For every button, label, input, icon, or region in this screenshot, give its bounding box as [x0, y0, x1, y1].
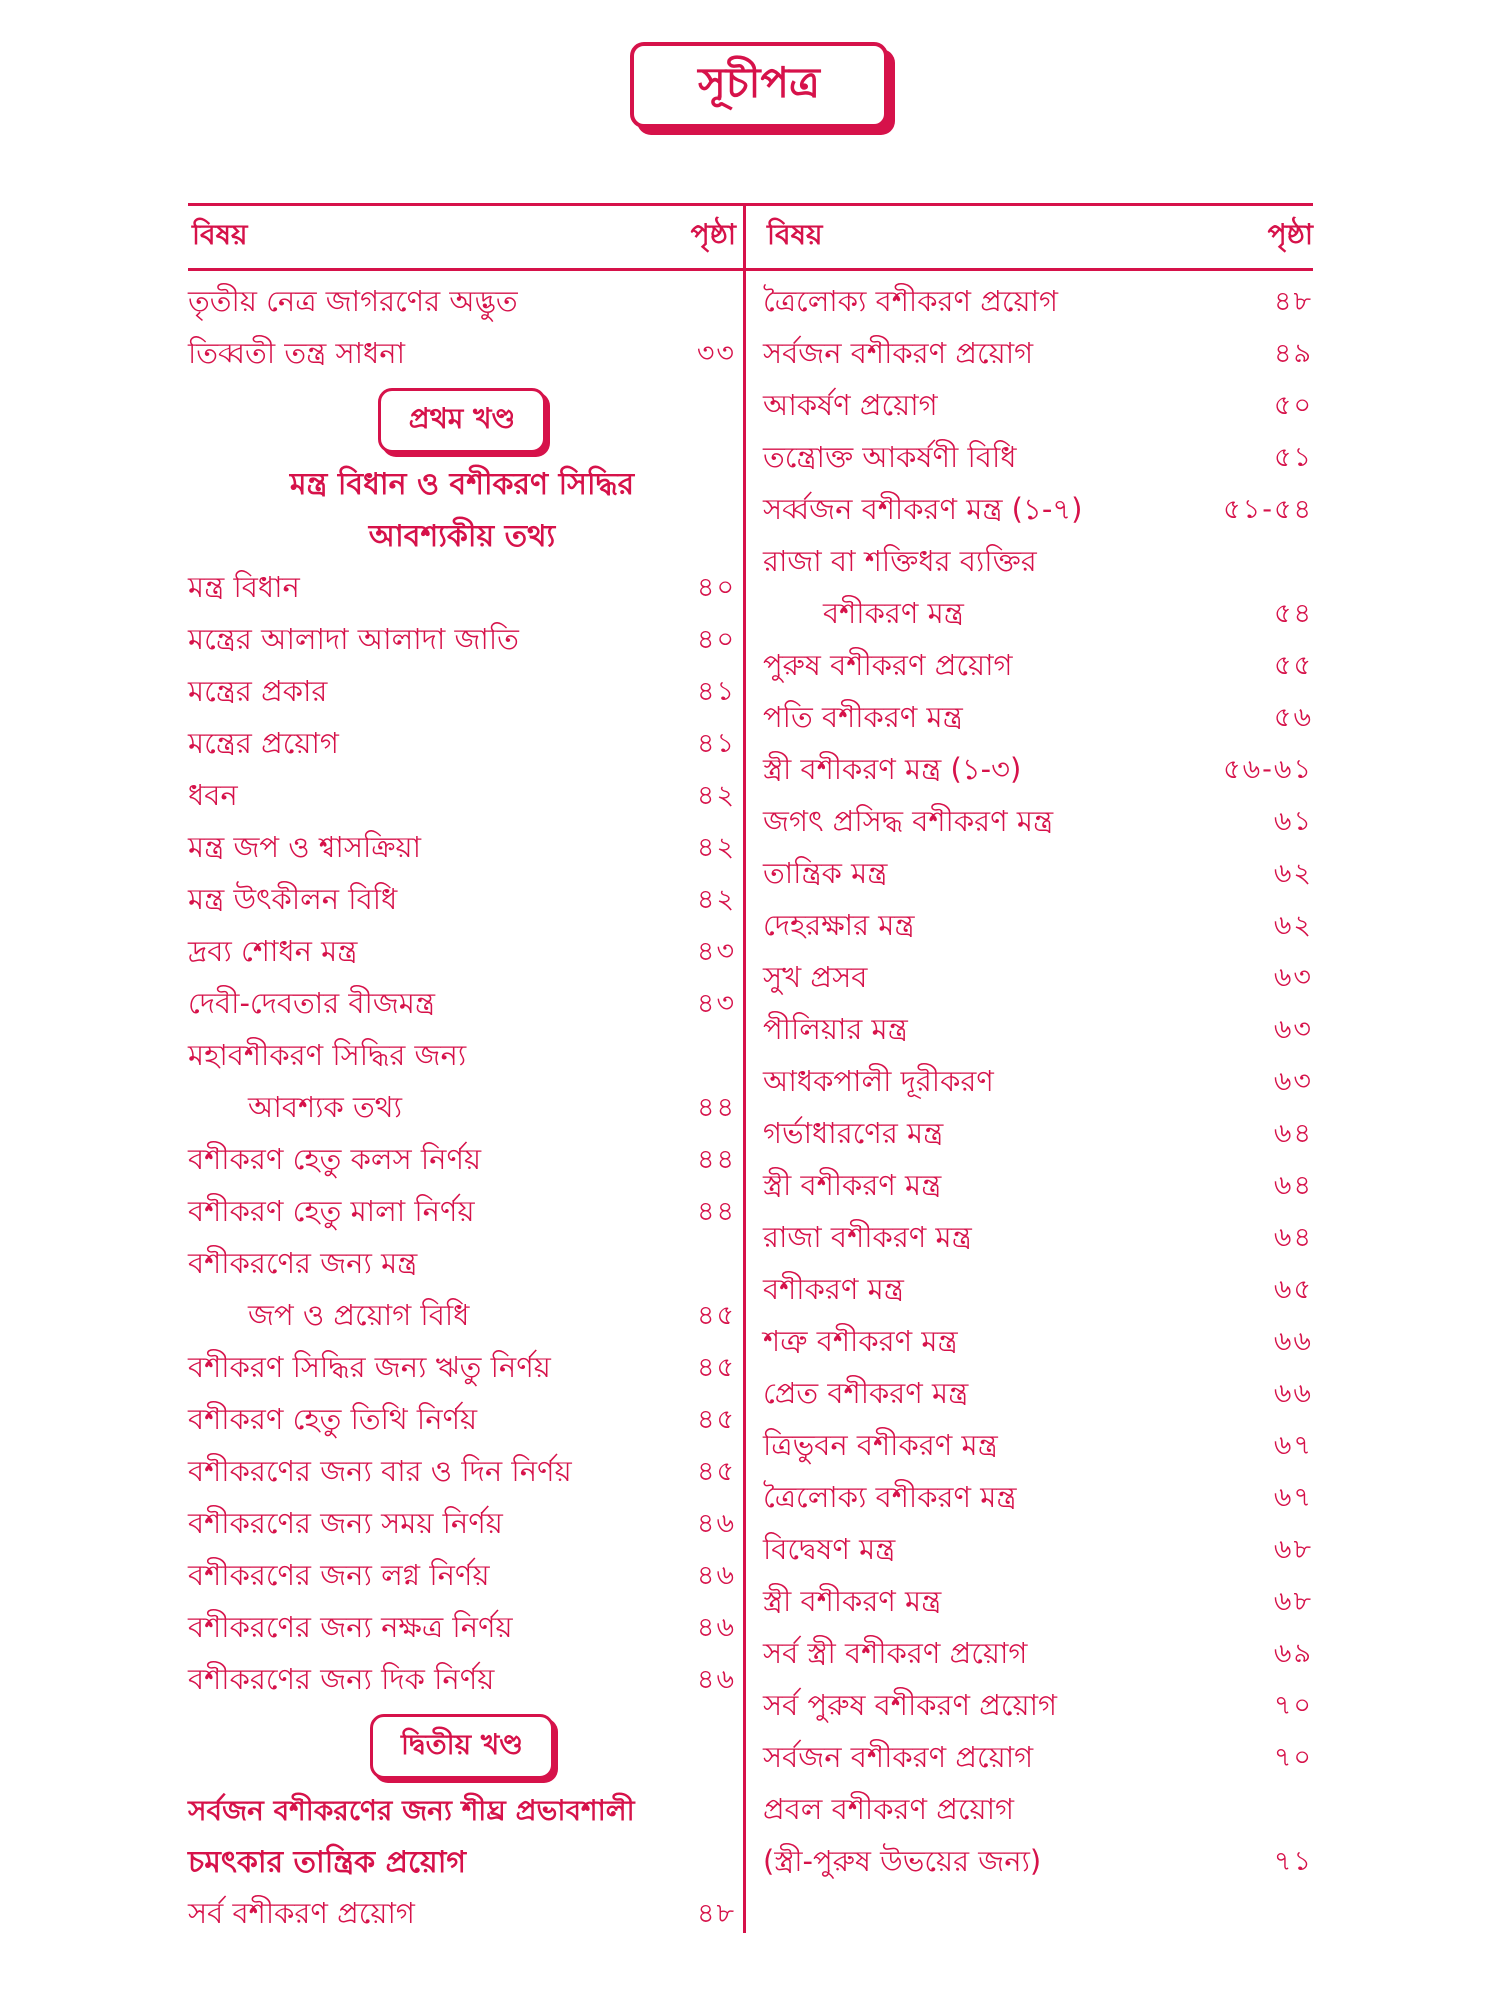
entry-page: ৬১ [1273, 805, 1313, 837]
toc-entry [763, 589, 1313, 641]
toc-entry [763, 1837, 1313, 1889]
entry-title: সর্ব বশীকরণ প্রয়োগ [188, 1895, 415, 1930]
toc-entry [188, 667, 736, 719]
entry-title: গর্ভাধারণের মন্ত্র [763, 1115, 944, 1150]
toc-entry [763, 1161, 1313, 1213]
toc-entry [763, 797, 1313, 849]
toc-entry [763, 485, 1313, 537]
entry-page: ৪২ [696, 779, 736, 811]
entry-page: ৪৬ [696, 1611, 736, 1643]
section-heading: মন্ত্র বিধান ও বশীকরণ সিদ্ধির [289, 467, 635, 502]
section-label-first: প্রথম খণ্ড [378, 388, 546, 453]
toc-entry [188, 277, 736, 329]
entry-page: ৬৬ [1273, 1325, 1313, 1357]
toc-entry [763, 1317, 1313, 1369]
entry-page: ৪০ [696, 571, 736, 603]
entry-title: বশীকরণ হেতু মালা নির্ণয় [188, 1193, 475, 1228]
entry-page: ৪৬ [696, 1663, 736, 1695]
contents-table [188, 203, 1313, 1953]
entry-title: বশীকরণের জন্য মন্ত্র [188, 1245, 418, 1280]
entry-title: আধকপালী দূরীকরণ [763, 1063, 994, 1098]
entry-page: ৬৩ [1273, 1065, 1313, 1097]
entry-title: শত্রু বশীকরণ মন্ত্র [763, 1323, 958, 1358]
entry-page: ৫৪ [1273, 597, 1313, 629]
entry-title: স্ত্রী বশীকরণ মন্ত্র (১-৩) [763, 751, 1022, 786]
entry-title: বশীকরণ হেতু তিথি নির্ণয় [188, 1401, 478, 1436]
toc-entry [763, 1369, 1313, 1421]
entry-page: ৬৮ [1273, 1585, 1313, 1617]
toc-entry [188, 1031, 736, 1083]
entry-title: দেবী-দেবতার বীজমন্ত্র [188, 985, 436, 1020]
toc-entry [763, 641, 1313, 693]
toc-entry [188, 823, 736, 875]
right-column [763, 203, 1313, 1889]
toc-entry [763, 953, 1313, 1005]
entry-title: বশীকরণের জন্য বার ও দিন নির্ণয় [188, 1453, 572, 1488]
entry-page: ৫৬-৬১ [1223, 753, 1313, 785]
entry-title: বশীকরণের জন্য নক্ষত্র নির্ণয় [188, 1609, 513, 1644]
entry-page: ৪৫ [696, 1455, 736, 1487]
entry-title: প্রেত বশীকরণ মন্ত্র [763, 1375, 969, 1410]
toc-entry [763, 1005, 1313, 1057]
entry-page: ৫৫ [1273, 649, 1313, 681]
entry-title: ধবন [188, 777, 238, 812]
entry-title: তন্ত্রোক্ত আকর্ষণী বিধি [763, 439, 1017, 474]
toc-entry [763, 1629, 1313, 1681]
entry-title: পতি বশীকরণ মন্ত্র [763, 699, 963, 734]
entry-page: ৬৭ [1273, 1481, 1313, 1513]
toc-entry [188, 875, 736, 927]
entry-title: মহাবশীকরণ সিদ্ধির জন্য [188, 1037, 467, 1072]
toc-entry [188, 1239, 736, 1291]
toc-entry [763, 537, 1313, 589]
entry-title: জগৎ প্রসিদ্ধ বশীকরণ মন্ত্র [763, 803, 1054, 838]
entry-title: তান্ত্রিক মন্ত্র [763, 855, 888, 890]
toc-entry [188, 563, 736, 615]
entry-title: সর্বজন বশীকরণ প্রয়োগ [763, 335, 1034, 370]
entry-page: ৬৮ [1273, 1533, 1313, 1565]
entry-page: ৬৪ [1273, 1117, 1313, 1149]
subject-header: বিষয় [767, 217, 823, 251]
section-heading: সর্বজন বশীকরণের জন্য শীঘ্র প্রভাবশালী [188, 1794, 635, 1827]
entry-title: দেহরক্ষার মন্ত্র [763, 907, 915, 942]
section-label-second: দ্বিতীয় খণ্ড [370, 1714, 554, 1779]
entry-page: ৩৩ [696, 337, 736, 369]
toc-entry [763, 1525, 1313, 1577]
entry-page: ৭১ [1273, 1845, 1313, 1877]
right-column-header [763, 203, 1313, 269]
entry-page: ৫১-৫৪ [1223, 493, 1313, 525]
entry-title: তিব্বতী তন্ত্র সাধনা [188, 335, 405, 370]
toc-entry [188, 771, 736, 823]
entry-title: স্ত্রী বশীকরণ মন্ত্র [763, 1583, 942, 1618]
toc-entry [188, 927, 736, 979]
entry-page: ৪২ [696, 831, 736, 863]
entry-page: ৪৪ [696, 1143, 736, 1175]
toc-entry [188, 1135, 736, 1187]
entry-title: সর্ব স্ত্রী বশীকরণ প্রয়োগ [763, 1635, 1028, 1670]
entry-title: মন্ত্রের আলাদা আলাদা জাতি [188, 621, 519, 656]
entry-title: ত্রিভুবন বশীকরণ মন্ত্র [763, 1427, 998, 1462]
entry-title: ত্রৈলোক্য বশীকরণ প্রয়োগ [763, 283, 1059, 318]
toc-entry [763, 1421, 1313, 1473]
entry-title: ত্রৈলোক্য বশীকরণ মন্ত্র [763, 1479, 1017, 1514]
entry-page: ৭০ [1273, 1741, 1313, 1773]
entry-page: ৫০ [1273, 389, 1313, 421]
section-heading: চমৎকার তান্ত্রিক প্রয়োগ [188, 1845, 467, 1880]
toc-entry [188, 1291, 736, 1343]
entry-title: মন্ত্র উৎকীলন বিধি [188, 881, 398, 916]
entry-title: সর্ব্বজন বশীকরণ মন্ত্র (১-৭) [763, 491, 1083, 526]
entry-page: ৬৩ [1273, 1013, 1313, 1045]
entry-title: মন্ত্রের প্রকার [188, 673, 328, 708]
entry-page: ৭০ [1273, 1689, 1313, 1721]
entry-page: ৪৩ [696, 987, 736, 1019]
entry-page: ৬৪ [1273, 1221, 1313, 1253]
entry-title: প্রবল বশীকরণ প্রয়োগ [763, 1791, 1015, 1826]
toc-entry [188, 1343, 736, 1395]
toc-entry [188, 979, 736, 1031]
entry-title: (স্ত্রী-পুরুষ উভয়ের জন্য) [763, 1843, 1042, 1878]
toc-entry [763, 849, 1313, 901]
entry-title: মন্ত্রের প্রয়োগ [188, 725, 339, 760]
entry-page: ৬৯ [1273, 1637, 1313, 1669]
entry-page: ৬৫ [1273, 1273, 1313, 1305]
entry-title: বশীকরণ হেতু কলস নির্ণয় [188, 1141, 482, 1176]
toc-entry [763, 1213, 1313, 1265]
entry-page: ৪৫ [696, 1299, 736, 1331]
section-heading: আবশ্যকীয় তথ্য [368, 519, 556, 554]
entry-title: বিদ্বেষণ মন্ত্র [763, 1531, 896, 1566]
toc-entry [763, 745, 1313, 797]
toc-entry [188, 1447, 736, 1499]
toc-entry [188, 1395, 736, 1447]
entry-title: বশীকরণ সিদ্ধির জন্য ঋতু নির্ণয় [188, 1349, 551, 1384]
toc-entry [763, 901, 1313, 953]
entry-title: পীলিয়ার মন্ত্র [763, 1011, 908, 1046]
entry-page: ৬৩ [1273, 961, 1313, 993]
entry-page: ৪৫ [696, 1403, 736, 1435]
entry-page: ৪৬ [696, 1507, 736, 1539]
toc-entry [763, 1733, 1313, 1785]
page-header: পৃষ্ঠা [690, 217, 736, 251]
toc-entry [763, 693, 1313, 745]
toc-entry [763, 1265, 1313, 1317]
left-column-header [188, 203, 736, 269]
entry-title: বশীকরণের জন্য লগ্ন নির্ণয় [188, 1557, 490, 1592]
entry-title: সুখ প্রসব [763, 959, 868, 994]
entry-page: ৪৫ [696, 1351, 736, 1383]
entry-page: ৬২ [1273, 857, 1313, 889]
toc-entry [188, 1551, 736, 1603]
entry-page: ৬২ [1273, 909, 1313, 941]
subject-header: বিষয় [192, 217, 248, 251]
toc-entry [188, 615, 736, 667]
page-header: পৃষ্ঠা [1267, 217, 1313, 251]
toc-entry [188, 1499, 736, 1551]
entry-page: ৪৩ [696, 935, 736, 967]
entry-page: ৪২ [696, 883, 736, 915]
entry-page: ৪৮ [696, 1897, 736, 1929]
entry-page: ৪০ [696, 623, 736, 655]
toc-entry [188, 1655, 736, 1707]
toc-entry [763, 1109, 1313, 1161]
entry-title: স্ত্রী বশীকরণ মন্ত্র [763, 1167, 942, 1202]
entry-page: ৪১ [696, 675, 736, 707]
entry-title: মন্ত্র বিধান [188, 569, 300, 604]
entry-page: ৬৭ [1273, 1429, 1313, 1461]
entry-title: রাজা বা শক্তিধর ব্যক্তির [763, 543, 1037, 578]
entry-page: ৪১ [696, 727, 736, 759]
toc-entry [763, 381, 1313, 433]
page-title: সূচীপত্র [630, 42, 888, 128]
entry-title: আকর্ষণ প্রয়োগ [763, 387, 938, 422]
toc-entry [188, 1083, 736, 1135]
toc-entry [763, 277, 1313, 329]
entry-title: বশীকরণের জন্য সময় নির্ণয় [188, 1505, 503, 1540]
entry-page: ৬৬ [1273, 1377, 1313, 1409]
left-column [188, 203, 736, 1941]
entry-page: ৬৪ [1273, 1169, 1313, 1201]
entry-page: ৪৯ [1273, 337, 1313, 369]
toc-entry [188, 329, 736, 381]
entry-title: বশীকরণের জন্য দিক নির্ণয় [188, 1661, 495, 1696]
entry-title: জপ ও প্রয়োগ বিধি [248, 1297, 470, 1332]
entry-title: পুরুষ বশীকরণ প্রয়োগ [763, 647, 1013, 682]
entry-title: বশীকরণ মন্ত্র [823, 595, 964, 630]
toc-entry [763, 329, 1313, 381]
toc-entry [763, 1681, 1313, 1733]
toc-entry [763, 1057, 1313, 1109]
entry-page: ৫৬ [1273, 701, 1313, 733]
entry-page: ৫১ [1273, 441, 1313, 473]
entry-title: মন্ত্র জপ ও শ্বাসক্রিয়া [188, 829, 422, 864]
entry-title: বশীকরণ মন্ত্র [763, 1271, 904, 1306]
toc-entry [763, 433, 1313, 485]
toc-entry [188, 719, 736, 771]
toc-entry [763, 1785, 1313, 1837]
entry-page: ৪৪ [696, 1195, 736, 1227]
entry-title: সর্বজন বশীকরণ প্রয়োগ [763, 1739, 1034, 1774]
toc-entry [188, 1889, 736, 1941]
entry-page: ৪৮ [1273, 285, 1313, 317]
entry-title: আবশ্যক তথ্য [248, 1089, 402, 1124]
entry-title: সর্ব পুরুষ বশীকরণ প্রয়োগ [763, 1687, 1058, 1722]
entry-page: ৪৪ [696, 1091, 736, 1123]
entry-page: ৪৬ [696, 1559, 736, 1591]
toc-entry [763, 1577, 1313, 1629]
toc-entry [188, 1603, 736, 1655]
entry-title: রাজা বশীকরণ মন্ত্র [763, 1219, 972, 1254]
column-divider [743, 203, 746, 1933]
entry-title: দ্রব্য শোধন মন্ত্র [188, 933, 358, 968]
entry-title: তৃতীয় নেত্র জাগরণের অদ্ভুত [188, 283, 518, 318]
toc-entry [188, 1187, 736, 1239]
toc-entry [763, 1473, 1313, 1525]
